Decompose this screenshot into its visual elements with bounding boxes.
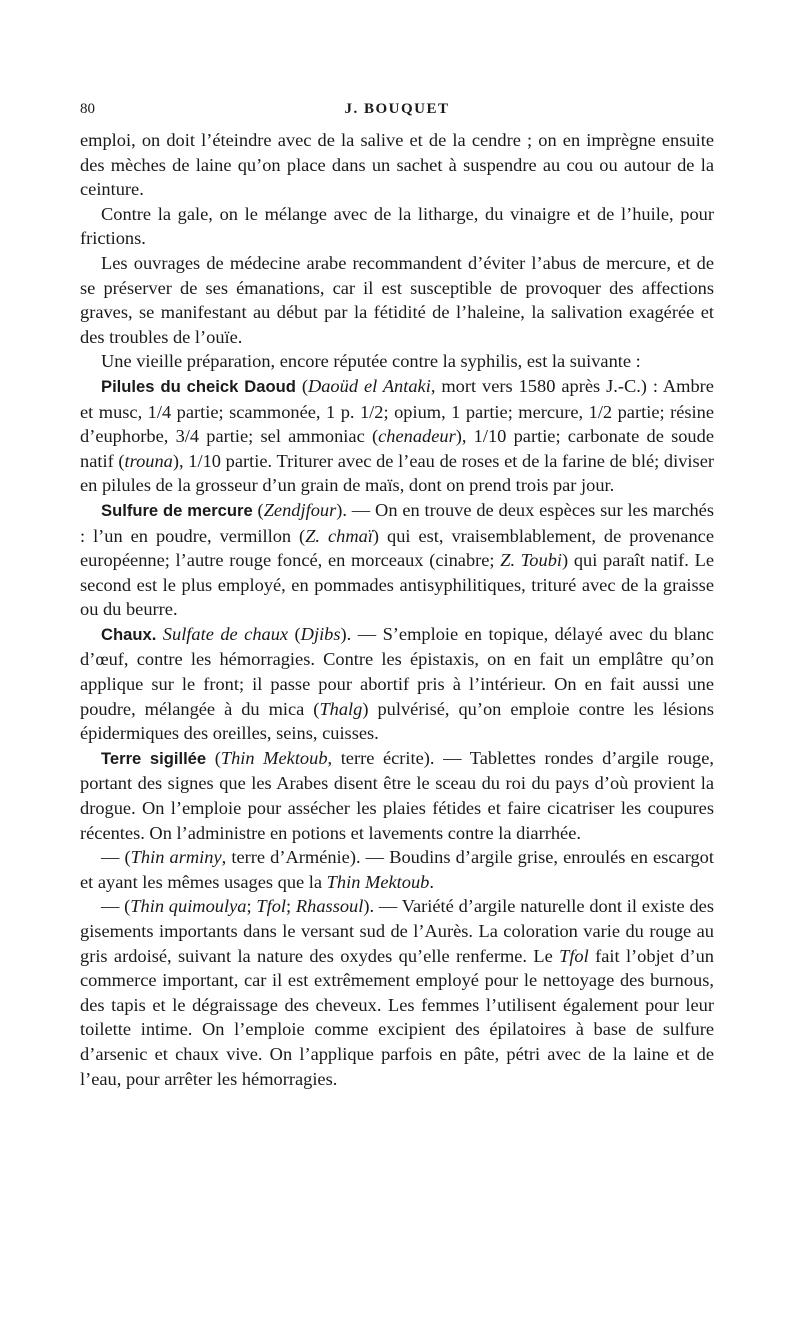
running-head-author: J. BOUQUET <box>344 101 450 117</box>
body-text <box>80 128 714 1091</box>
paragraph-gale: Contre la gale, on le mélange avec de la litharge, du vinaigre et de l’huile, pour frictions. <box>80 203 714 249</box>
entry-sulfure: Sulfure de mercure (Zendjfour). — On en trouve de deux espèces sur les marchés : l’un en poudre, vermillon (Z. chmaï) qui est, vraisemblablement, de provenance européenne; l’autre rouge foncé, en morceaux (cinabre; Z. Toubi) qui paraît natif. Le second est le plus employé, en pommades antisyphilitiques, trituré avec de la graisse ou du beurre. <box>80 499 714 620</box>
entry-term: Sulfure de mercure <box>101 500 253 520</box>
entry-term: Chaux. <box>101 624 157 644</box>
entry-thin-arminy: — (Thin arminy, terre d’Arménie). — Boudins d’argile grise, enroulés en escargot et ayant les mêmes usages que la Thin Mektoub. <box>80 847 714 892</box>
running-head <box>80 101 714 125</box>
entry-terre-sigillee: Terre sigillée (Thin Mektoub, terre écrite). — Tablettes rondes d’argile rouge, portant des signes que les Arabes disent être le sceau du roi du pays d’où provient la drogue. On l’emploie pour assécher les plaies fétides et faire cicatriser les coupures récentes. On l’administre en potions et lavements contre la diarrhée. <box>80 747 714 843</box>
entry-pilules: Pilules du cheick Daoud (Daoüd el Antaki, mort vers 1580 après J.-C.) : Ambre et musc, 1/4 partie; scammonée, 1 p. 1/2; opium, 1 partie; mercure, 1/2 partie; résine d’euphorbe, 3/4 partie; sel ammoniac (chenadeur), 1/10 partie; carbonate de soude natif (trouna), 1/10 partie. Triturer avec de l’eau de roses et de la farine de blé; diviser en pilules de la grosseur d’un grain de maïs, dont on prend trois par jour. <box>80 375 714 496</box>
page-number: 80 <box>80 101 95 117</box>
paragraph-continuation: emploi, on doit l’éteindre avec de la salive et de la cendre ; on en imprègne ensuite des mèches de laine qu’on place dans un sachet à suspendre au cou ou autour de la ceinture. <box>80 130 714 200</box>
paragraph-mercure: Les ouvrages de médecine arabe recommandent d’éviter l’abus de mercure, et de se préserver de ses émanations, car il est susceptible de provoquer des affections graves, se manifestant au début par la fétidité de l’haleine, la salivation exagérée et des troubles de l’ouïe. <box>80 252 714 347</box>
entry-term: Pilules du cheick Daoud <box>101 376 296 396</box>
entry-term: Terre sigillée <box>101 748 207 768</box>
paragraph-preparation: Une vieille préparation, encore réputée contre la syphilis, est la suivante : <box>101 351 641 372</box>
entry-thin-quimoulya: — (Thin quimoulya; Tfol; Rhassoul). — Variété d’argile naturelle dont il existe des gisements importants dans le versant sud de l’Aurès. La coloration varie du rouge au gris ardoisé, suivant la nature des oxydes qu’elle renferme. Le Tfol fait l’objet d’un commerce important, car il est extrêmement employé pour le nettoyage des burnous, des tapis et le dégraissage des cheveux. Les femmes l’utilisent également pour leur toilette intime. On l’emploie comme excipient des épilatoires à base de sulfure d’arsenic et chaux vive. On l’applique parfois en pâte, pétri avec de la laine et de l’eau, pour arrêter les hémorragies. <box>80 896 714 1089</box>
entry-chaux: Chaux. Sulfate de chaux (Djibs). — S’emploie en topique, délayé avec du blanc d’œuf, contre les hémorragies. Contre les épistaxis, on en fait un emplâtre qu’on applique sur le front; il passe pour abortif pris à l’intérieur. On en fait aussi une poudre, mélangée à du mica (Thalg) pulvérisé, qu’on emploie contre les lésions épidermiques des oreilles, seins, cuisses. <box>80 623 714 744</box>
